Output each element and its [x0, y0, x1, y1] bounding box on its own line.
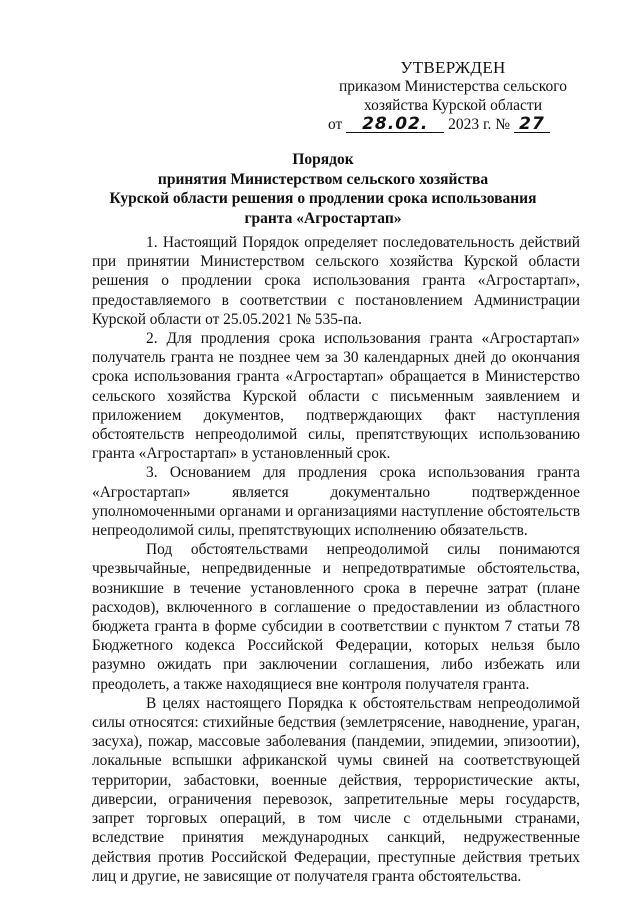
- paragraph-2: 2. Для продления срока использования гранта «Агростартап» получатель гранта не позднее чем за 30 календарных дней до окончания срока использования гранта «Агростартап» обращается в Министерство сельского хозяйства Курской области с письменным заявлением и приложением документов, подтверждающих факт наступления обстоятельств непреодолимой силы, препятствующих использованию гранта «Агростартап» в установленный срок.: [92, 330, 580, 463]
- order-year-label: 2023 г. №: [448, 116, 511, 133]
- document-title: [60, 150, 586, 228]
- handwritten-number: 27: [514, 116, 550, 133]
- approval-block: [318, 58, 588, 134]
- paragraph-1: 1. Настоящий Порядок определяет последовательность действий при принятии Министерством сельского хозяйства Курской области решения о продлении срока использования гранта «Агростартап», предоставляемого в соответствии с постановлением Администрации Курской области от 25.05.2021 № 535-па.: [92, 234, 580, 328]
- date-prefix: от: [328, 116, 343, 133]
- approval-line-2: хозяйства Курской области: [363, 97, 542, 114]
- approval-line-1: приказом Министерства сельского: [338, 78, 567, 95]
- handwritten-date: 28.02.: [346, 116, 444, 133]
- document-body: [92, 233, 580, 886]
- order-date-line: [328, 115, 588, 134]
- paragraph-5: В целях настоящего Порядка к обстоятельствам непреодолимой силы относятся: стихийные бедствия (землетрясение, наводнение, ураган, засуха), пожар, массовые заболевания (пандемии, эпидемии, эпизоотии), локальные вспышки африканской чумы свиней на соответствующей территории, забастовки, военные действия, террористические акты, диверсии, ограничения перевозок, запретительные меры государств, запрет торговых операций, в том числе с отдельными странами, вследствие принятия международных санкций, недружественные действия против Российской Федерации, преступные действия третьих лиц и другие, не зависящие от получателя гранта обстоятельства.: [92, 694, 580, 885]
- title-line-2: принятия Министерством сельского хозяйства: [157, 170, 489, 188]
- title-line-3: Курской области решения о продлении срока использования: [109, 190, 537, 207]
- paragraph-3: 3. Основанием для продления срока использования гранта «Агростартап» является документально подтвержденное уполномоченными органами и организациями наступление обстоятельств непреодолимой силы, препятствующих исполнению обязательств.: [92, 464, 580, 540]
- approval-title: УТВЕРЖДЕН: [400, 58, 506, 77]
- title-line-1: Порядок: [292, 151, 354, 168]
- paragraph-4: Под обстоятельствами непреодолимой силы понимаются чрезвычайные, непредвиденные и непредотвратимые обстоятельства, возникшие в течение установленного срока в перечне затрат (плане расходов), включенного в соглашение о предоставлении из областного бюджета гранта в форме субсидии в соответствии с пунктом 7 статьи 78 Бюджетного кодекса Российской Федерации, которых нельзя было разумно ожидать при заключении соглашения, либо избежать или преодолеть, а также находящиеся вне контроля получателя гранта.: [92, 541, 580, 693]
- title-line-4: гранта «Агростартап»: [244, 209, 402, 227]
